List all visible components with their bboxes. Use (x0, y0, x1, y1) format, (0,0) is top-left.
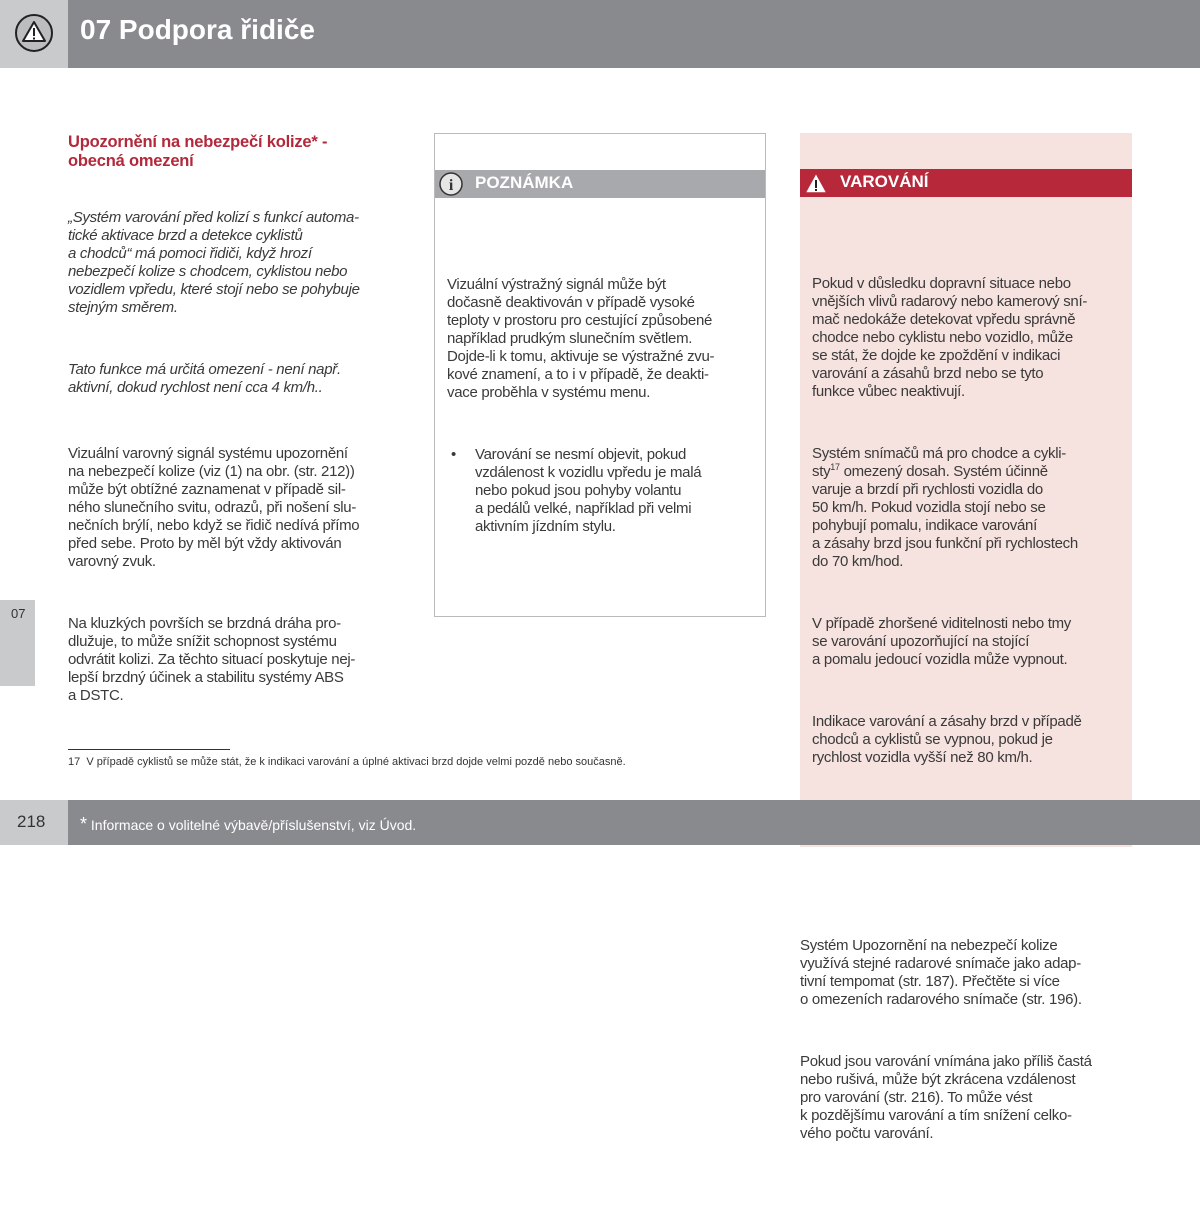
text: Systém snímačů má pro chodce a cykli- sty (812, 445, 1066, 480)
header-icon-block (0, 0, 68, 68)
warning-paragraph: Indikace varování a zásahy brzd v případě chodců a cyklistů se vypnou, pokud je rychlost vozidla vyšší než 80 km/h. (812, 713, 1082, 766)
note-box (434, 133, 766, 617)
chapter-title: 07 Podpora řidiče (80, 14, 315, 45)
footer-text: Informace o volitelné výbavě/příslušenství, viz Úvod. (87, 817, 417, 833)
left-column (68, 97, 408, 731)
svg-text:i: i (448, 177, 454, 194)
right-column (800, 97, 1140, 1205)
paragraph: Vizuální varovný signál systému upozornění na nebezpečí kolize (viz (1) na obr. (str. 212)) může být obtížné zaznamenat v případě sil- ného slunečního svitu, odrazů, při nošení slu- nečních brýlí, nebo když se řidič nedívá přímo před sebe. Proto by měl být vždy aktivován varovný zvuk. (68, 445, 360, 570)
paragraph: Systém Upozornění na nebezpečí kolize využívá stejné radarové snímače jako adap- tivní tempomat (str. 187). Přečtěte si více o omezeních radarového snímače (str. 196). (800, 937, 1082, 1008)
text: omezený dosah. Systém účinně varuje a brzdí při rychlosti vozidla do 50 km/h. Pokud vozidla stojí nebo se pohybují pomalu, indikace varování a zásahy brzd jsou funkční při rychlostech do 70 km/hod. (812, 463, 1078, 570)
footnote: 17 V případě cyklistů se může stát, že k indikaci varování a úplné aktivaci brzd dojde velmi pozdě nebo současně. (68, 756, 626, 768)
note-header (435, 170, 765, 198)
warning-box (800, 133, 1132, 847)
right-text (800, 901, 1140, 1187)
paragraph: Pokud jsou varování vnímána jako příliš častá nebo rušivá, může být zkrácena vzdálenost pro varování (str. 216). To může vést k pozdějšímu varování a tím snížení celko- vého počtu varování. (800, 1053, 1092, 1142)
info-icon (439, 172, 463, 196)
limit-italic: Tato funkce má určitá omezení - není např. aktivní, dokud rychlost není cca 4 km/h.. (68, 361, 341, 396)
page-number: 218 (0, 800, 68, 845)
warning-triangle-circle-icon (14, 13, 54, 53)
middle-column (434, 97, 766, 635)
bullet-text: Varování se nesmí objevit, pokud vzdálenost k vozidlu vpředu je malá nebo pokud jsou pohyby volantu a pedálů velké, například při velmi aktivním jízdním stylu. (475, 446, 702, 535)
asterisk: * (80, 814, 88, 834)
warning-header (800, 169, 1132, 197)
bullet-icon: • (451, 446, 456, 463)
note-text: Vizuální výstražný signál může být dočasně deaktivován v případě vysoké teploty v prostoru pro cestující způsobené například prudkým slunečním světlem. Dojde-li k tomu, aktivuje se výstražné zvu- kové znamení, a to i v případě, že deakti- vace proběhla v systému menu. (447, 276, 715, 401)
chapter-tab[interactable]: 07 (0, 600, 35, 686)
warning-title: VAROVÁNÍ (840, 172, 929, 191)
warning-paragraph: V případě zhoršené viditelnosti nebo tmy se varování upozorňující na stojící a pomalu jedoucí vozidla může vypnout. (812, 615, 1071, 668)
footnote-ref[interactable]: 17 (830, 462, 840, 472)
list-item (447, 446, 753, 536)
warning-paragraph: Pokud v důsledku dopravní situace nebo vnějších vlivů radarový nebo kamerový sní- mač nedokáže detekovat vpředu správně chodce nebo cyklistu nebo vozidlo, může se stát, že dojde ke zpoždění v indikaci varování a zásahů brzd nebo se tyto funkce vůbec neaktivují. (812, 275, 1088, 400)
footnote-divider (68, 749, 230, 750)
warning-paragraph (812, 445, 1120, 571)
note-title: POZNÁMKA (475, 173, 574, 192)
paragraph: Na kluzkých površích se brzdná dráha pro- dlužuje, to může snížit schopnost systému odvrátit kolizi. Za těchto situací poskytuje nej- lepší brzdný účinek a stabilitu systémy ABS a DSTC. (68, 615, 356, 704)
warning-triangle-icon (803, 171, 829, 195)
footer-bar (68, 800, 1200, 845)
intro-italic: „Systém varování před kolizí s funkcí automa- tické aktivace brzd a detekce cyklistů a chodců“ má pomoci řidiči, když hrozí nebezpečí kolize s chodcem, cyklistou nebo vozidlem vpředu, které stojí nebo se pohybuje stejným směrem. (68, 209, 360, 316)
section-heading: Upozornění na nebezpečí kolize* - obecná omezení (68, 133, 328, 170)
